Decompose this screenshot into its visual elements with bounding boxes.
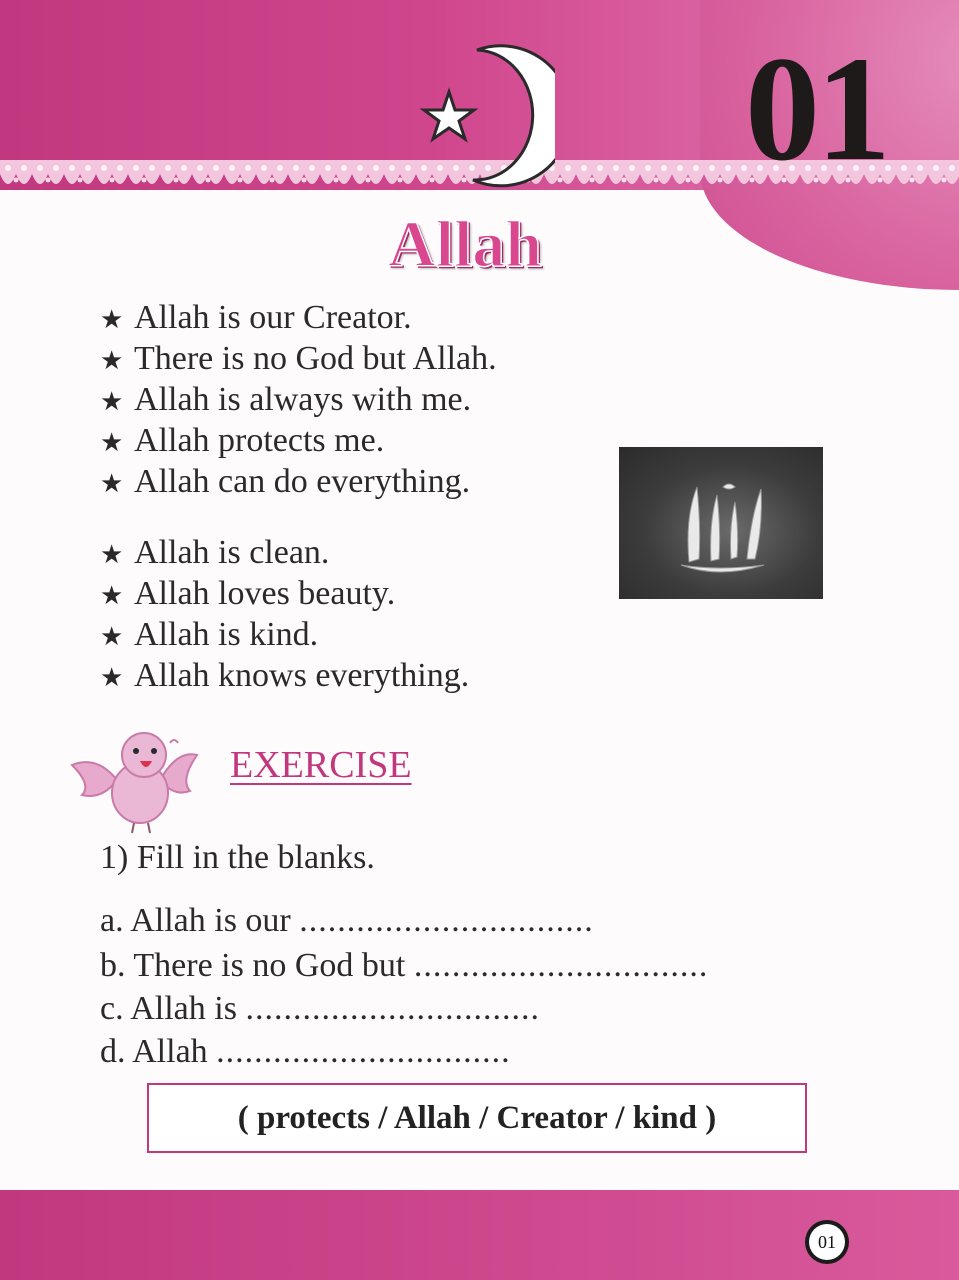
exercise-instruction: 1) Fill in the blanks. — [100, 839, 375, 876]
fact-list-2 — [100, 533, 469, 697]
word-bank: ( protects / Allah / Creator / kind ) — [237, 1099, 717, 1136]
list-item: ★ Allah knows everything. — [100, 656, 469, 697]
page-number: 01 — [809, 1224, 845, 1260]
star-bullet-icon: ★ — [100, 428, 124, 457]
star-bullet-icon: ★ — [100, 469, 124, 498]
star-bullet-icon: ★ — [100, 581, 124, 610]
fact-list-1 — [100, 298, 497, 503]
fill-blank-b: b. There is no God but ............................... — [100, 947, 709, 984]
list-item: ★ Allah protects me. — [100, 421, 497, 462]
list-item: ★ Allah can do everything. — [100, 462, 497, 503]
star-bullet-icon: ★ — [100, 622, 124, 651]
star-bullet-icon: ★ — [100, 387, 124, 416]
exercise-heading: EXERCISE — [230, 744, 412, 786]
calligraphy-icon — [619, 447, 823, 599]
star-bullet-icon: ★ — [100, 305, 124, 334]
list-item: ★ Allah loves beauty. — [100, 574, 469, 615]
list-item: ★ Allah is clean. — [100, 533, 469, 574]
blank-dots: ............................... — [299, 902, 594, 939]
star-bullet-icon: ★ — [100, 540, 124, 569]
fill-blank-c: c. Allah is ............................... — [100, 990, 540, 1027]
page-title: Allah — [387, 208, 543, 281]
fill-blank-a: a. Allah is our ............................... — [100, 902, 594, 939]
bird-icon — [62, 725, 202, 840]
crescent-star-icon — [415, 40, 555, 190]
star-bullet-icon: ★ — [100, 663, 124, 692]
blank-dots: ............................... — [216, 1033, 511, 1070]
blank-dots: ............................... — [413, 947, 709, 984]
list-item: ★ Allah is kind. — [100, 615, 469, 656]
list-item: ★ Allah is always with me. — [100, 380, 497, 421]
fill-blank-d: d. Allah ............................... — [100, 1033, 511, 1070]
word-bank-box — [147, 1083, 807, 1153]
list-item: ★ Allah is our Creator. — [100, 298, 497, 339]
list-item: ★ There is no God but Allah. — [100, 339, 497, 380]
star-bullet-icon: ★ — [100, 346, 124, 375]
calligraphy-image — [619, 447, 823, 599]
chapter-number: 01 — [745, 26, 887, 192]
blank-dots: ............................... — [245, 990, 540, 1027]
page-number-badge — [805, 1220, 849, 1264]
